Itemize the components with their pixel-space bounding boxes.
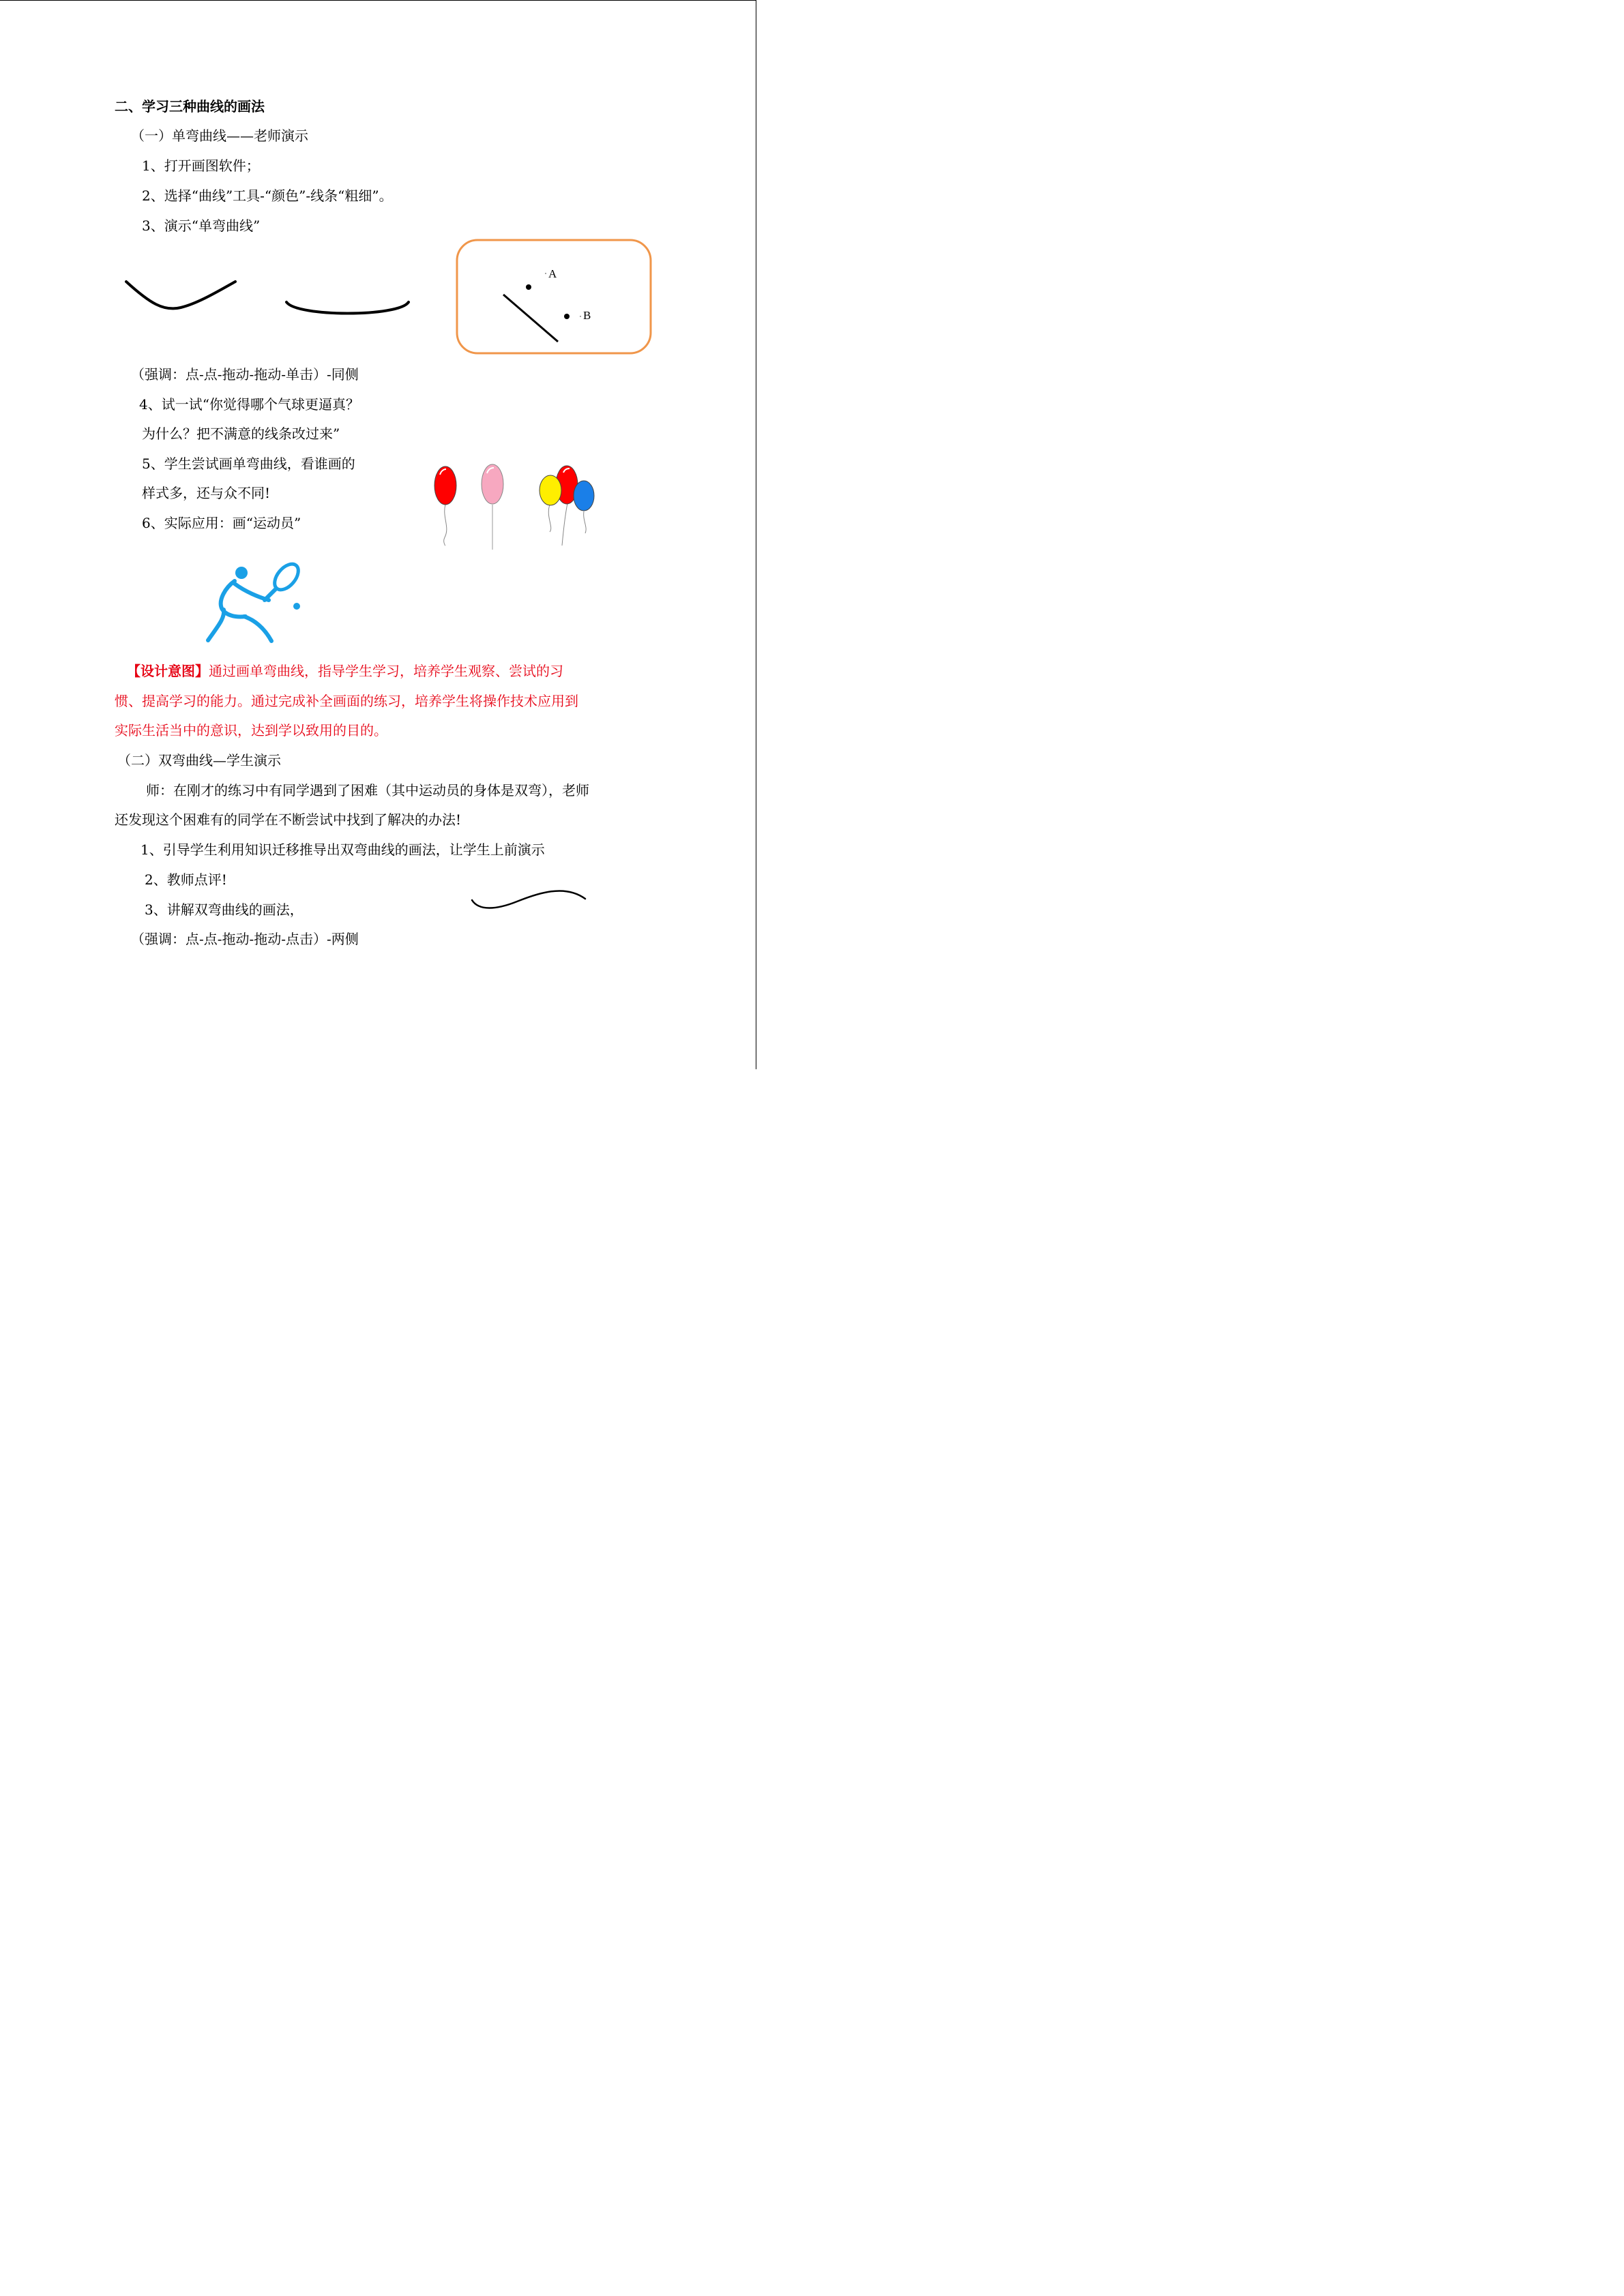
point-b [564, 314, 570, 319]
curve-demo-diagram [456, 239, 652, 355]
design-intent-line3: 实际生活当中的意识，达到学以致用的目的。 [115, 722, 387, 739]
demo-frame [457, 240, 651, 353]
athlete-arm [235, 584, 269, 600]
part2-step-2: 2、教师点评! [145, 871, 227, 888]
balloon-blue [574, 481, 594, 511]
athlete-back-leg [208, 610, 224, 640]
design-intent-line1 [127, 662, 563, 680]
balloon-red [434, 466, 456, 505]
part1-step-1: 1、打开画图软件； [142, 158, 260, 174]
part1-step-4-line1: 4、试一试“你觉得哪个气球更逼真？ [139, 396, 359, 413]
part2-step-3: 3、讲解双弯曲线的画法， [145, 901, 304, 918]
athlete-front-leg [244, 616, 271, 641]
single-curve-example-1 [123, 276, 239, 314]
balloon-yellow [540, 475, 561, 505]
design-intent-label: 【设计意图】 [127, 663, 209, 679]
athlete-head [235, 567, 248, 579]
part1-step-3: 3、演示“单弯曲线” [142, 218, 261, 234]
athlete-illustration [205, 561, 307, 646]
part2-step-1: 1、引导学生利用知识迁移推导出双弯曲线的画法，让学生上前演示 [141, 841, 545, 858]
part2-paragraph-line1: 师：在刚才的练习中有同学遇到了困难（其中运动员的身体是双弯），老师 [146, 782, 589, 799]
label-a: A [548, 267, 557, 280]
part1-step-4-line2: 为什么？把不满意的线条改过来” [142, 426, 340, 442]
design-intent-line2: 惯、提高学习的能力。通过完成补全画面的练习，培养学生将操作技术应用到 [115, 693, 578, 709]
tennis-ball [293, 603, 300, 610]
page-border-top [0, 0, 756, 1]
single-curve-example-2 [283, 297, 413, 320]
balloons-illustration [430, 462, 600, 552]
part2-heading: （二）双弯曲线—学生演示 [117, 752, 281, 769]
balloon-pink [482, 464, 503, 504]
double-curve-example [469, 885, 589, 914]
part1-step-2: 2、选择“曲线”工具-“颜色”-线条“粗细”。 [142, 188, 393, 204]
demo-line [503, 295, 558, 342]
section-title: 二、学习三种曲线的画法 [115, 98, 265, 115]
design-intent-text-1: 通过画单弯曲线，指导学生学习，培养学生观察、尝试的习 [209, 663, 563, 679]
point-a [526, 284, 531, 290]
part1-emphasis: （强调：点-点-拖动-拖动-单击）-同侧 [131, 366, 359, 383]
label-b: B [583, 309, 591, 322]
part1-step-5-line1: 5、学生尝试画单弯曲线，看谁画的 [142, 456, 355, 472]
racket-head [270, 560, 303, 594]
racket-handle [265, 589, 276, 600]
part2-emphasis: （强调：点-点-拖动-拖动-点击）-两侧 [131, 931, 359, 947]
part1-step-6: 6、实际应用：画“运动员” [142, 515, 301, 531]
part2-paragraph-line2: 还发现这个困难有的同学在不断尝试中找到了解决的办法! [115, 811, 462, 828]
part1-step-5-line2: 样式多，还与众不同! [142, 485, 271, 501]
part1-heading: （一）单弯曲线——老师演示 [131, 128, 308, 144]
